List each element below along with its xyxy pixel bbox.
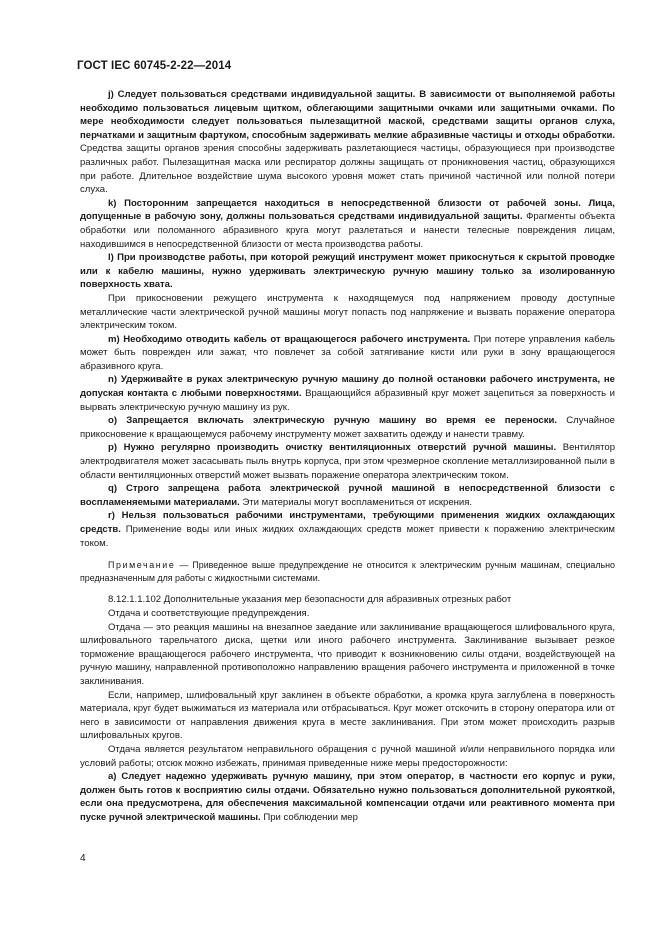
paragraph-l (80, 251, 615, 292)
paragraph-text: При соблюдении мер (260, 811, 358, 823)
section-subheading: Отдача и соответствующие предупреждения. (108, 607, 310, 619)
paragraph-q (80, 482, 615, 509)
document-header: ГОСТ IEC 60745-2-22—2014 (77, 60, 232, 72)
paragraph-text: Средства защиты органов зрения способны задерживать разлетающиеся частицы, образующиеся при производстве различных работ. Пылезащитная маска или респиратор должны защищать от проникновения частиц, образующихся при работе. Длительное воздействие шума высокого уровня может стать причиной частичной или полной потери слуха. (80, 143, 615, 196)
paragraph-bold: j) Следует пользоваться средствами индивидуальной защиты. В зависимости от выполняемой работы необходимо пользоваться лицевым щитком, облегающими защитными очками или защитными очками. По мере необходимости следует пользоваться пылезащитной маской, средствами защиты органов слуха, перчатками и защитным фартуком, способным задерживать мелкие абразивные частицы и отходы обработки. (80, 89, 615, 141)
paragraph-text: Применение воды или иных жидких охлаждающих средств может привести к поражению электрическим током. (80, 524, 615, 549)
paragraph-text: Случайное прикосновение к вращающемуся рабочему инструменту может захватить одежду и нанести травму. (80, 415, 615, 440)
paragraph-n (80, 373, 615, 414)
paragraph-bold: k) Посторонним запрещается находиться в непосредственной близости от рабочей зоны. Лица, допущенные в рабочую зону, должны пользоваться средствами индивидуальной защиты. (80, 197, 615, 223)
document-body (80, 88, 615, 824)
paragraph-k (80, 197, 615, 251)
kickback-causes: Отдача является результатом неправильного обращения с ручной машиной и/или неправильного порядка или условий работы; отсюк можно избежать, принимая приведенные ниже меры предосторожности: (80, 743, 615, 769)
note-text: — Приведенное выше предупреждение не относится к электрическим ручным машинам, специально предназначенным для работы с жидкостными системами. (80, 560, 615, 583)
paragraph-bold: m) Необходимо отводить кабель от вращающегося рабочего инструмента. (108, 333, 471, 345)
paragraph-text: При прикосновении режущего инструмента к находящемуся под напряжением проводу доступные металлические части электрической ручной машины могут попасть под напряжение и вызвать поражение оператора электрическим током. (80, 292, 615, 332)
paragraph-bold: l) При производстве работы, при которой режущий инструмент может прикоснуться к скрытой проводке или к кабелю машины, нужно удерживать электрическую ручную машину только за изолированную поверхность хвата. (80, 252, 615, 291)
paragraph-text: Фрагменты объекта обработки или поломанного абразивного круга могут разлетаться и нанести телесные повреждения лицам, находившимся в непосредственной близости от места производства работы. (80, 211, 615, 250)
paragraph-text: Вентилятор электродвигателя может засасывать пыль внутрь корпуса, при этом чрезмерное скопление металлизированной пыли в области вентиляционных отверстий может вызвать поражение оператора электрическим током. (80, 442, 615, 481)
paragraph-bold: q) Строго запрещена работа электрической ручной машиной в непосредственной близости с воспламеняемыми материалами. (80, 483, 615, 508)
paragraph-a (80, 770, 615, 824)
note (80, 559, 615, 584)
paragraph-o (80, 414, 615, 441)
note-label: Примечание (108, 560, 176, 571)
paragraph-bold: r) Нельзя пользоваться рабочими инструментами, требующими применения жидких охлаждающих средств. (80, 510, 615, 535)
paragraph-j (80, 88, 615, 197)
page-number: 4 (80, 853, 86, 864)
paragraph-bold: o) Запрещается включать электрическую ручную машину во время ее переноски. (108, 415, 558, 427)
paragraph-bold: p) Нужно регулярно производить очистку вентиляционных отверстий ручной машины. (108, 442, 557, 454)
paragraph-bold: a) Следует надежно удерживать ручную машину, при этом оператор, в частности его корпус и руки, должен быть готов к восприятию силы отдачи. Обязательно нужно пользоваться дополнительной рукояткой, если она предусмотрена, для обеспечения максимальной компенсации отдачи или реактивного момента при пуске ручной электрической машины. (80, 771, 615, 823)
paragraph-bold: n) Удерживайте в руках электрическую ручную машину до полной остановки рабочего инструмента, не допуская контакта с любыми поверхностями. (80, 374, 615, 400)
kickback-example: Если, например, шлифовальный круг заклинен в объекте обработки, а кромка круга заглублена в поверхность материала, круг будет выжиматься из материала или отбрасываться. Круг может отскочить в сторону оператора или от него в зависимости от направления движения круга в месте заклинивания. При этом может происходить разрыв шлифовальных кругов. (80, 689, 615, 742)
paragraph-r (80, 509, 615, 550)
paragraph-p (80, 441, 615, 482)
kickback-definition: Отдача — это реакция машины на внезапное заедание или заклинивание вращающегося шлифовального круга, шлифовального тарельчатого диска, щетки или иного рабочего инструмента. Заклинивание вызывает резкое торможение вращающегося рабочего инструмента, что приводит к возникновению силы отдачи, воздействующей на ручную машину, направленной противоположно направлению вращения рабочего инструмента и приложенной в точке заклинивания. (80, 621, 615, 687)
paragraph-m (80, 333, 615, 374)
paragraph-l-explanation (80, 292, 615, 333)
paragraph-text: При потере управления кабель может быть поврежден или зажат, что повлечет за собой затягивание кисти или руки в зону вращающегося абразивного круга. (80, 333, 615, 372)
paragraph-text: Эти материалы могут воспламениться от искрения. (239, 496, 473, 508)
paragraph-text: Вращающийся абразивный круг может зацепиться за поверхность и вырвать электрическую ручную машину из рук. (80, 388, 615, 413)
section-heading: 8.12.1.1.102 Дополнительные указания мер безопасности для абразивных отрезных работ (108, 594, 512, 606)
